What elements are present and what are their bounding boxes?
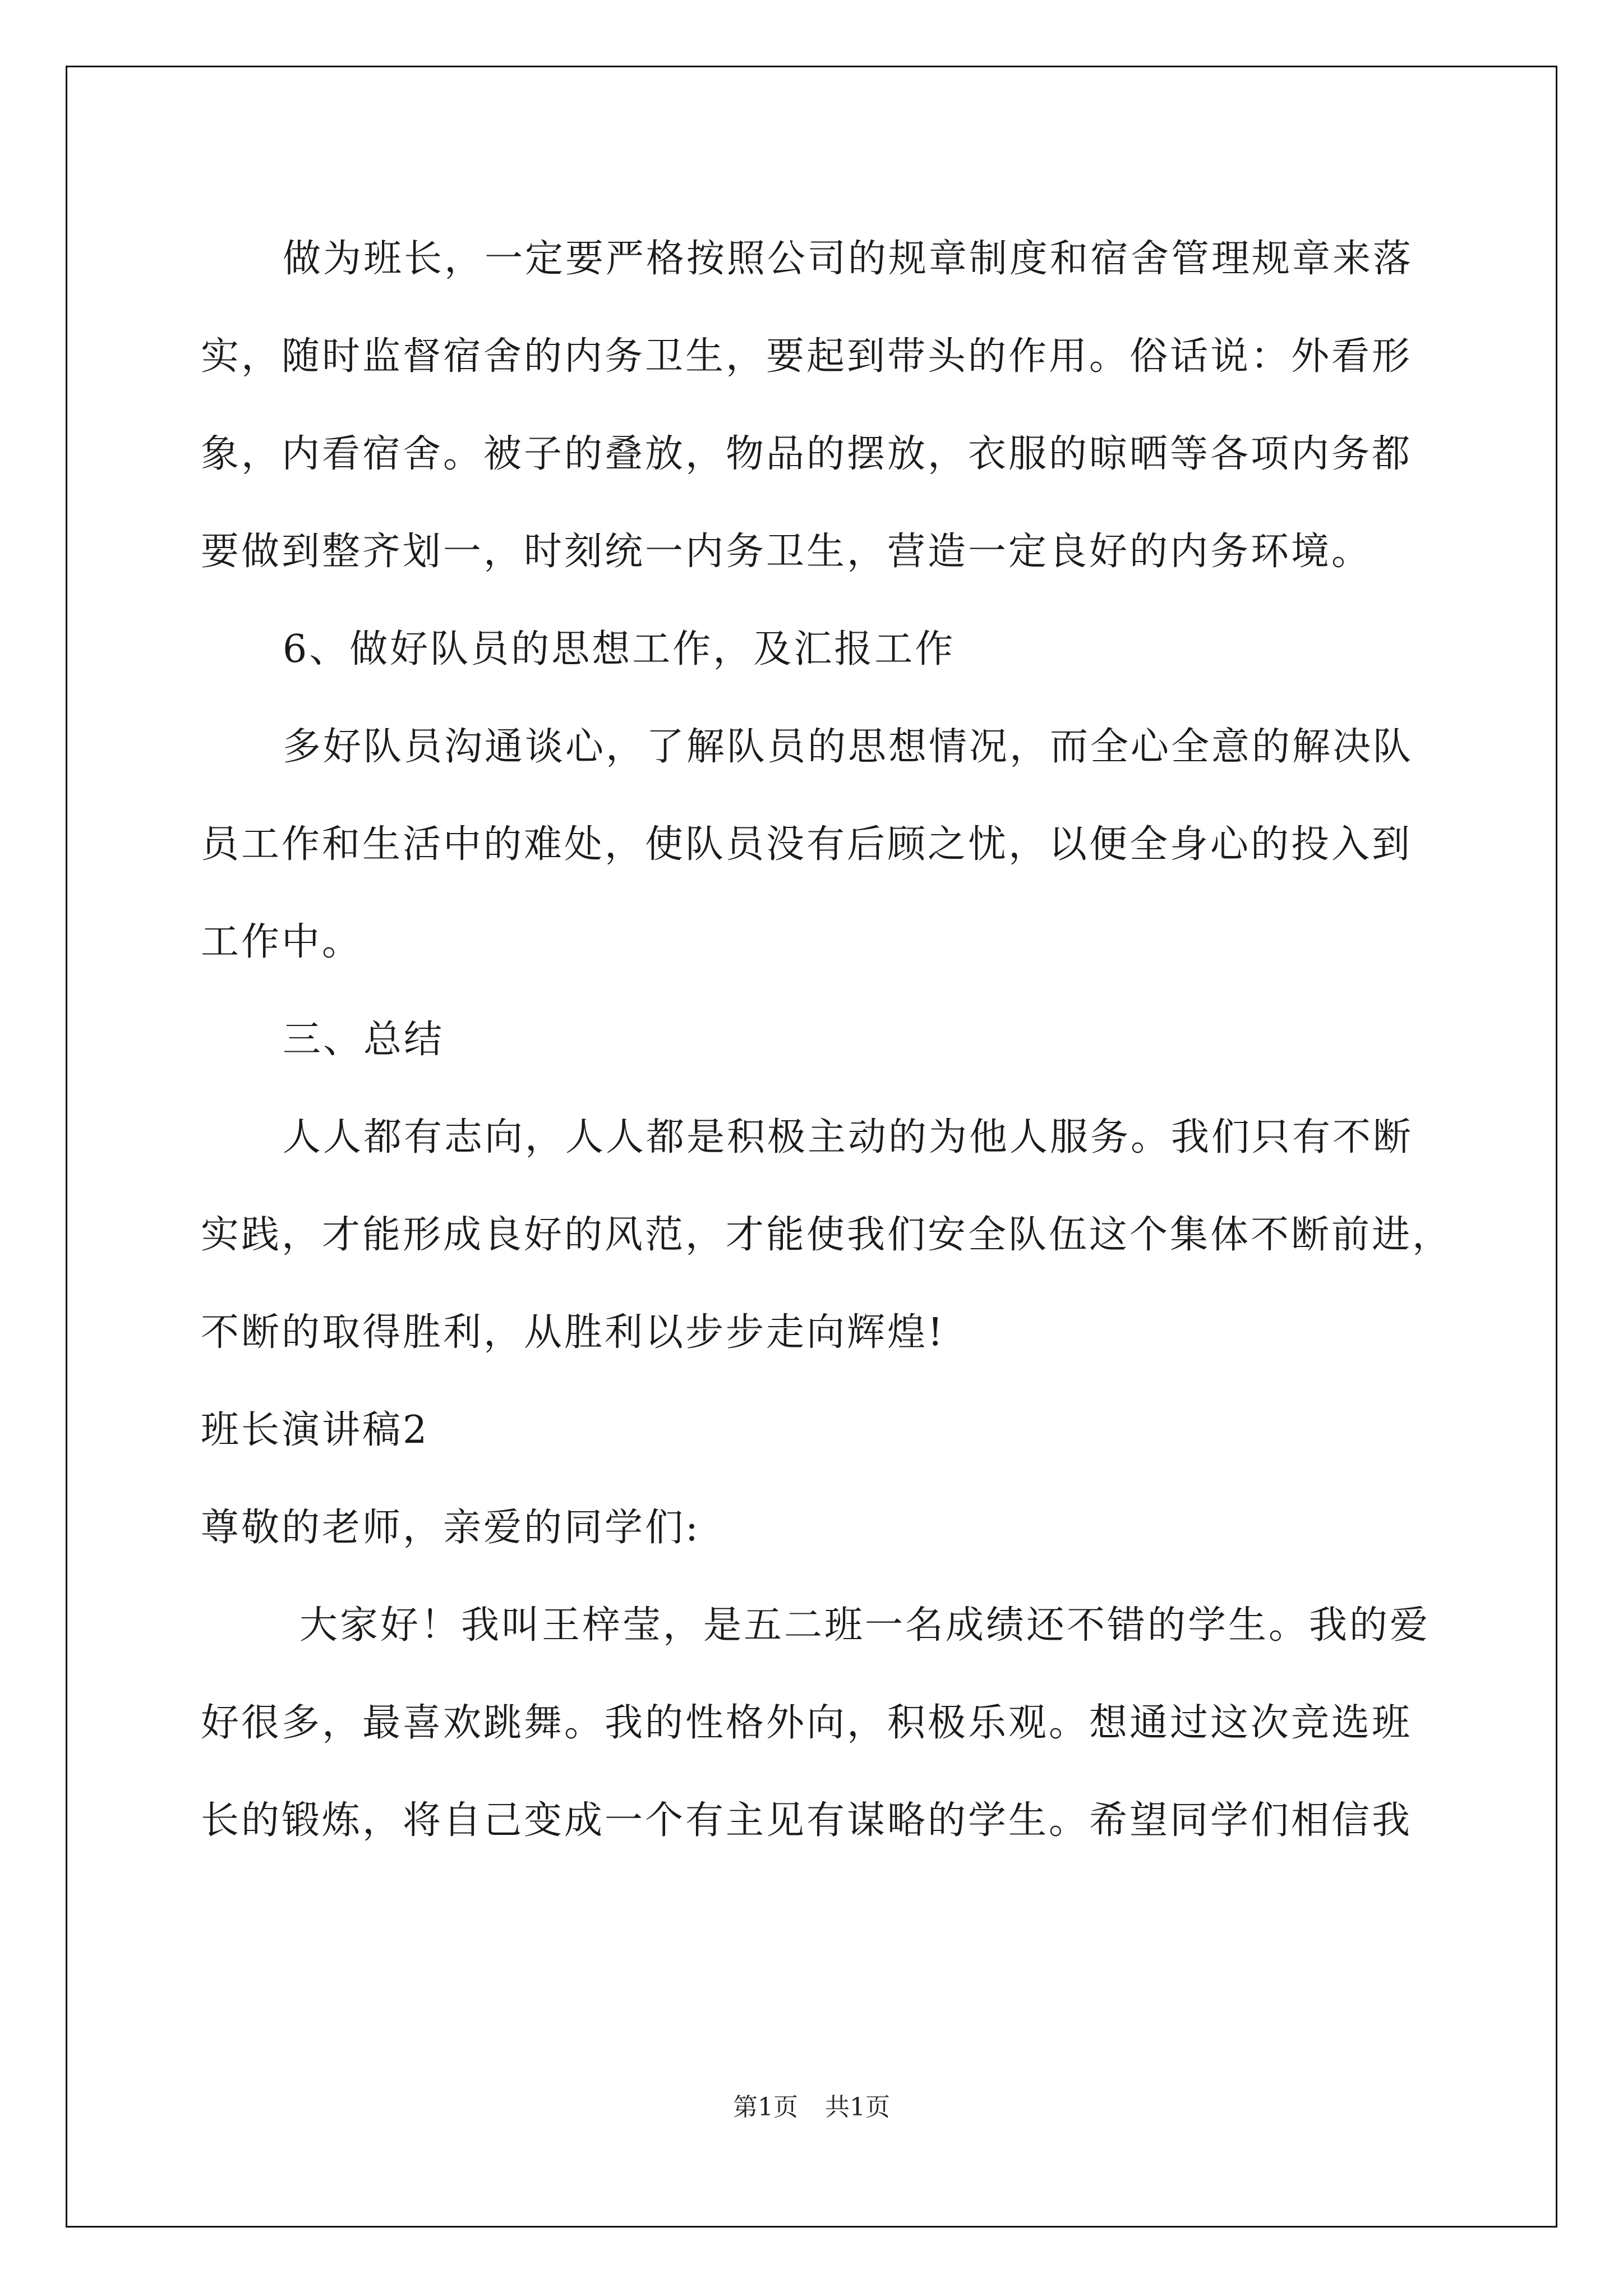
section-heading: 三、总结 [283,1018,445,1062]
paragraph-line: 人人都有志向，人人都是积极主动的为他人服务。我们只有不断 [283,1115,1414,1159]
paragraph-line: 多好队员沟通谈心，了解队员的思想情况，而全心全意的解决队 [283,725,1414,769]
paragraph-line: 要做到整齐划一，时刻统一内务卫生，营造一定良好的内务环境。 [201,530,1372,574]
salutation: 尊敬的老师，亲爱的同学们: [201,1506,700,1550]
paragraph-line: 象，内看宿舍。被子的叠放，物品的摆放，衣服的晾晒等各项内务都 [201,432,1413,476]
page-footer [0,2087,1623,2123]
paragraph-line: 长的锻炼，将自己变成一个有主见有谋略的学生。希望同学们相信我 [201,1798,1413,1843]
page-total: 共1页 [825,2093,890,2122]
page-number: 第1页 [733,2093,798,2122]
document-body [201,210,1457,1870]
paragraph-line: 工作中。 [201,920,363,964]
paragraph-line: 做为班长，一定要严格按照公司的规章制度和宿舍管理规章来落 [283,237,1414,281]
document-title: 班长演讲稿2 [201,1408,430,1452]
paragraph-line: 员工作和生活中的难处，使队员没有后顾之忧，以便全身心的投入到 [201,822,1413,867]
section-heading: 6、做好队员的思想工作，及汇报工作 [283,627,956,671]
paragraph-line: 不断的取得胜利，从胜利以步步走向辉煌! [201,1310,946,1355]
paragraph-line: 大家好！我叫王梓莹，是五二班一名成绩还不错的学生。我的爱 [299,1603,1431,1648]
paragraph-line: 实，随时监督宿舍的内务卫生，要起到带头的作用。俗话说：外看形 [201,334,1413,379]
paragraph-line: 实践，才能形成良好的风范，才能使我们安全队伍这个集体不断前进， [201,1213,1453,1257]
paragraph-line: 好很多，最喜欢跳舞。我的性格外向，积极乐观。想通过这次竞选班 [201,1701,1413,1745]
